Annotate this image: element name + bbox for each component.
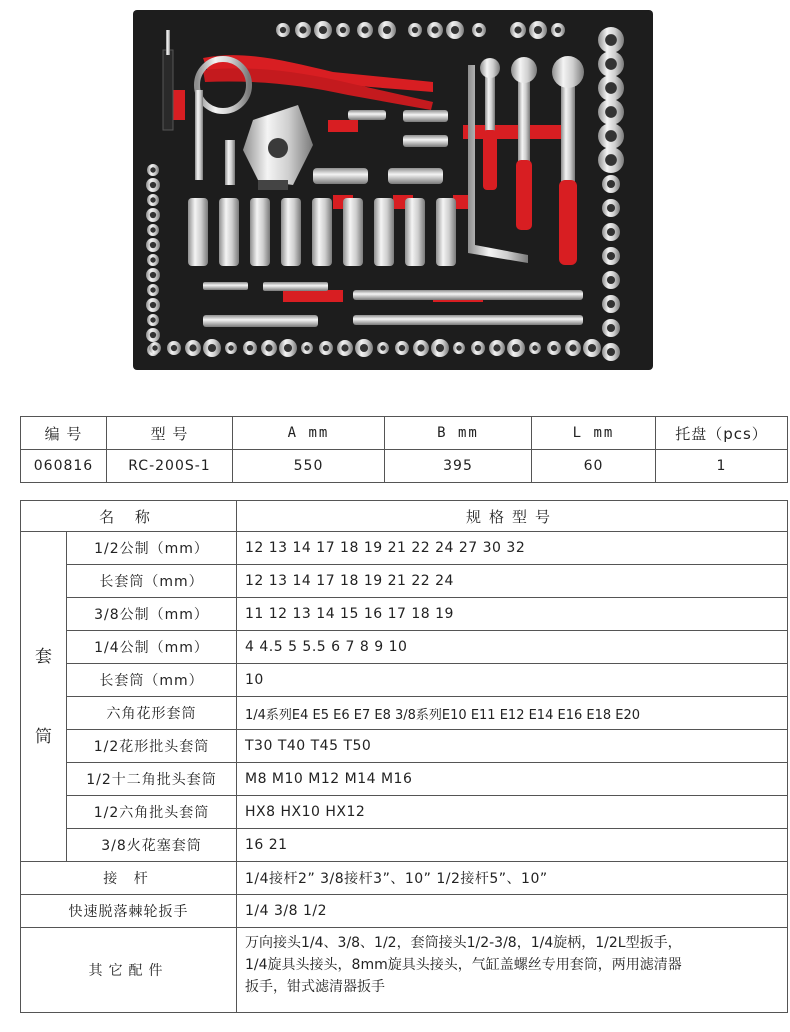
row-name: 1/4公制（mm） <box>67 631 237 664</box>
specification-table <box>20 500 788 1013</box>
col-a-mm-label: A mm <box>233 417 385 450</box>
row-name: 长套筒（mm） <box>67 565 237 598</box>
row-value: HX8 HX10 HX12 <box>237 796 788 829</box>
b-mm-value: 395 <box>385 450 532 483</box>
socket-label-top: 套 <box>35 646 52 667</box>
header-row <box>21 417 788 450</box>
model-value: RC-200S-1 <box>107 450 233 483</box>
socket-label-bottom: 筒 <box>35 726 52 747</box>
product-photo-tool-tray <box>133 10 653 370</box>
row-value: 10 <box>237 664 788 697</box>
row-value: 12 13 14 17 18 19 21 22 24 <box>237 565 788 598</box>
row-value: 1/4系列E4 E5 E6 E7 E8 3/8系列E10 E11 E12 E14 E16 E18 E20 <box>237 697 788 730</box>
accessories-line: 1/4旋具头接头，8mm旋具头接头，气缸盖螺丝专用套筒，两用滤清器 <box>245 957 682 973</box>
row-name: 1/2十二角批头套筒 <box>67 763 237 796</box>
spec-column-header: 规格型号 <box>237 501 788 532</box>
table-row <box>21 664 788 697</box>
extension-name: 接 杆 <box>21 862 237 895</box>
deep-socket-icon <box>436 198 456 266</box>
extension-row <box>21 862 788 895</box>
col-model-label: 型 号 <box>107 417 233 450</box>
accessories-name: 其它配件 <box>21 928 237 1013</box>
col-b-mm-label: B mm <box>385 417 532 450</box>
col-l-mm-label: L mm <box>532 417 656 450</box>
model-header-table <box>20 416 788 483</box>
row-value: 16 21 <box>237 829 788 862</box>
table-row <box>21 565 788 598</box>
deep-socket-icon <box>374 198 394 266</box>
ratchet-name: 快速脱落棘轮扳手 <box>21 895 237 928</box>
spec-header-row <box>21 501 788 532</box>
table-row <box>21 796 788 829</box>
col-code-label: 编 号 <box>21 417 107 450</box>
row-value: 11 12 13 14 15 16 17 18 19 <box>237 598 788 631</box>
accessories-value <box>237 928 788 1013</box>
deep-socket-icon <box>312 198 332 266</box>
value-row <box>21 450 788 483</box>
row-value: 4 4.5 5 5.5 6 7 8 9 10 <box>237 631 788 664</box>
col-tray-label: 托盘（pcs） <box>656 417 788 450</box>
ratchet-row <box>21 895 788 928</box>
table-row <box>21 631 788 664</box>
row-value: T30 T40 T45 T50 <box>237 730 788 763</box>
table-row <box>21 697 788 730</box>
accessories-row <box>21 928 788 1013</box>
deep-sockets <box>188 198 456 266</box>
deep-socket-icon <box>188 198 208 266</box>
a-mm-value: 550 <box>233 450 385 483</box>
row-name: 六角花形套筒 <box>67 697 237 730</box>
code-value: 060816 <box>21 450 107 483</box>
tray-value: 1 <box>656 450 788 483</box>
name-column-header: 名 称 <box>21 501 237 532</box>
accessories-line: 扳手，钳式滤清器扳手 <box>245 979 385 995</box>
ratchet-value: 1/4 3/8 1/2 <box>237 895 788 928</box>
extension-value: 1/4接杆2” 3/8接杆3”、10” 1/2接杆5”、10” <box>237 862 788 895</box>
row-name: 1/2花形批头套筒 <box>67 730 237 763</box>
table-row <box>21 829 788 862</box>
table-row <box>21 763 788 796</box>
table-row <box>21 730 788 763</box>
deep-socket-icon <box>219 198 239 266</box>
table-row <box>21 532 788 565</box>
row-value: 12 13 14 17 18 19 21 22 24 27 30 32 <box>237 532 788 565</box>
deep-socket-icon <box>343 198 363 266</box>
table-row <box>21 598 788 631</box>
row-name: 3/8公制（mm） <box>67 598 237 631</box>
row-name: 3/8火花塞套筒 <box>67 829 237 862</box>
row-name: 1/2公制（mm） <box>67 532 237 565</box>
row-value: M8 M10 M12 M14 M16 <box>237 763 788 796</box>
l-mm-value: 60 <box>532 450 656 483</box>
row-name: 长套筒（mm） <box>67 664 237 697</box>
accessories-line: 万向接头1/4、3/8、1/2，套筒接头1/2-3/8，1/4旋柄，1/2L型扳手， <box>245 935 682 951</box>
deep-socket-icon <box>250 198 270 266</box>
deep-socket-icon <box>405 198 425 266</box>
deep-socket-icon <box>281 198 301 266</box>
spinner-handle <box>163 50 173 130</box>
socket-category-cell <box>21 532 67 862</box>
row-name: 1/2六角批头套筒 <box>67 796 237 829</box>
